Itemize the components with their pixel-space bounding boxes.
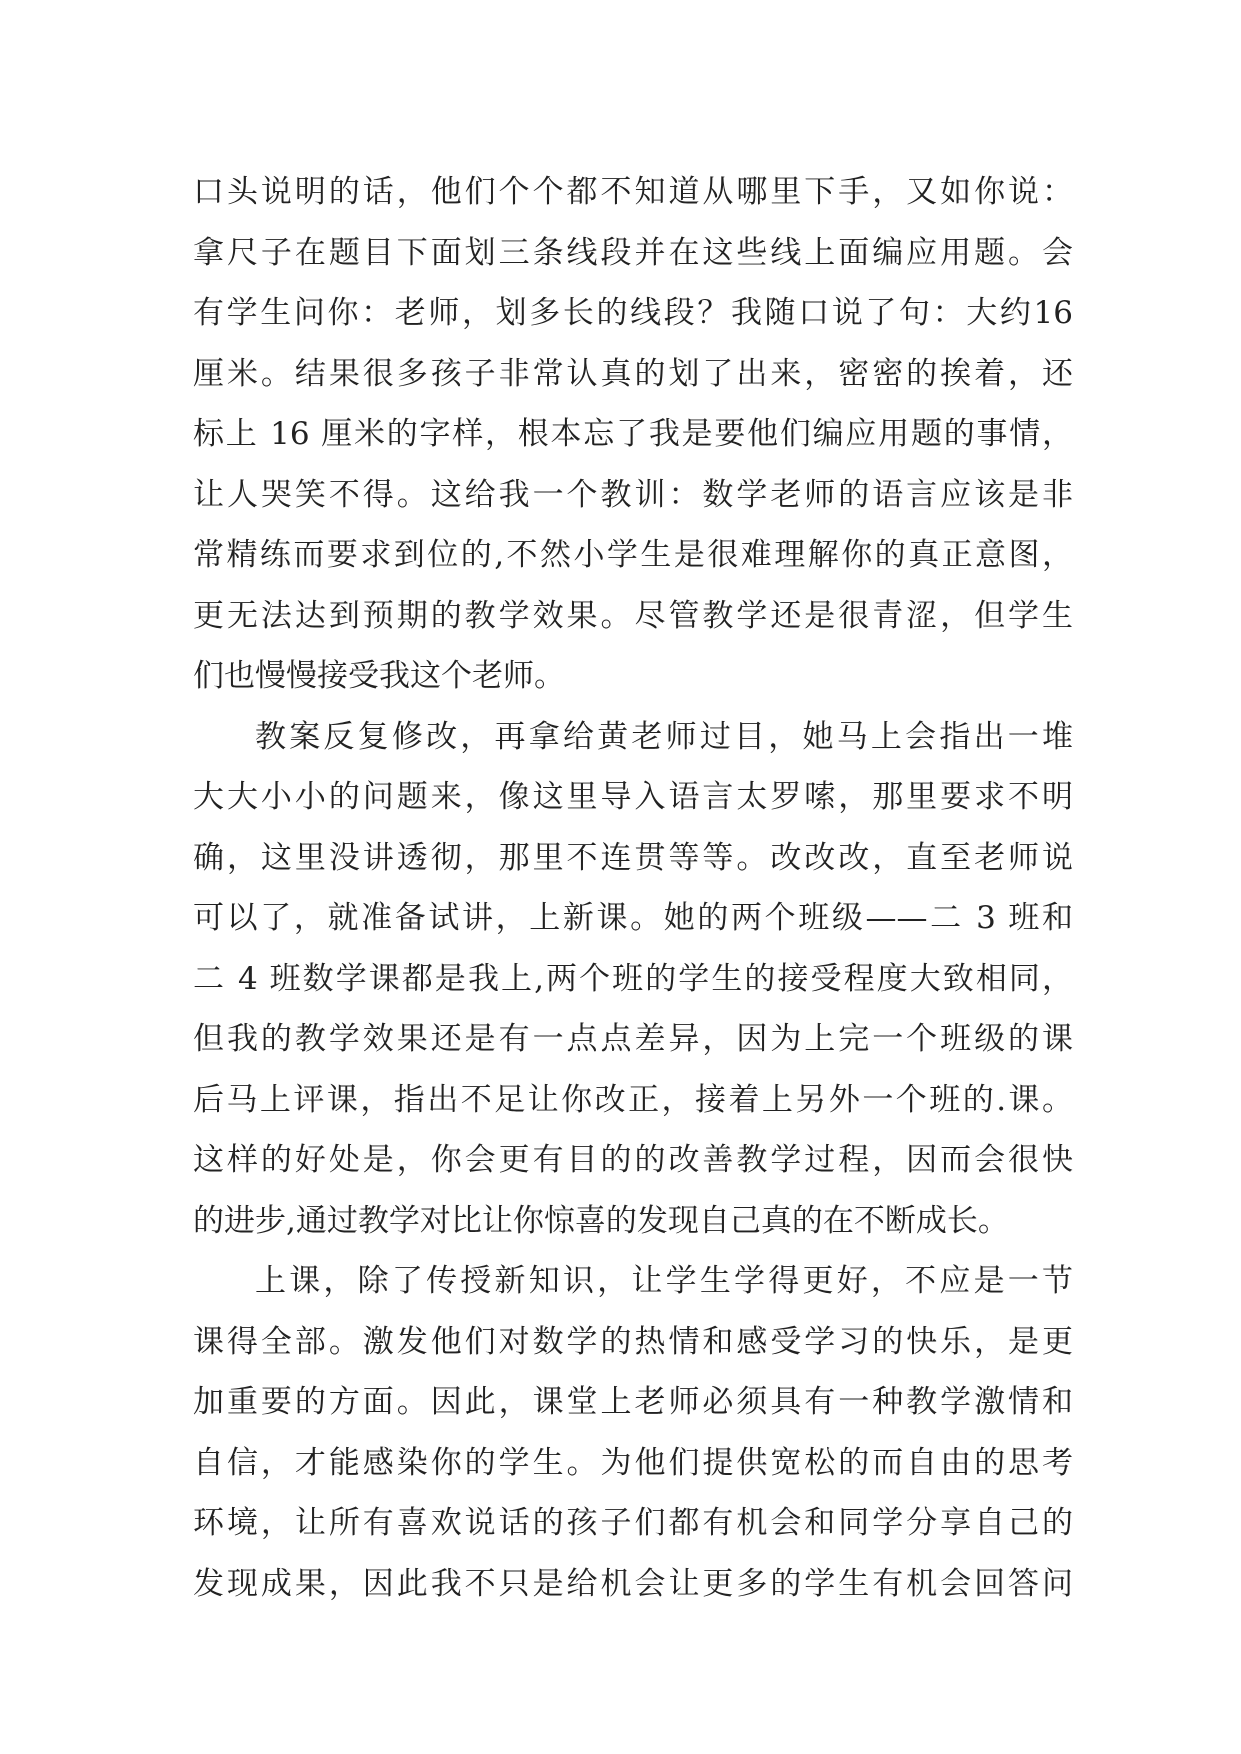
text-line: 拿尺子在题目下面划三条线段并在这些线上面编应用题。会 [193,234,1073,271]
text-line: 加重要的方面。因此，课堂上老师必须具有一种教学激情和 [193,1384,1073,1420]
text-line: 们也慢慢接受我这个老师。 [193,658,565,694]
text-line: 有学生问你：老师，划多长的线段？我随口说了句：大约16 [193,295,1073,331]
text-line: 确，这里没讲透彻，那里不连贯等等。改改改，直至老师说 [193,839,1073,876]
paragraph [193,1251,1073,1614]
text-line: 自信，才能感染你的学生。为他们提供宽松的而自由的思考 [193,1444,1073,1481]
text-line: 这样的好处是，你会更有目的的改善教学过程，因而会很快 [193,1142,1073,1178]
text-line: 课得全部。激发他们对数学的热情和感受学习的快乐，是更 [193,1323,1073,1360]
text-line: 上课，除了传授新知识，让学生学得更好，不应是一节 [255,1263,1073,1299]
text-line: 让人哭笑不得。这给我一个教训：数学老师的语言应该是非 [193,476,1073,513]
text-line: 更无法达到预期的教学效果。尽管教学还是很青涩，但学生 [193,597,1073,634]
document-body [193,162,1073,1614]
text-line: 口头说明的话，他们个个都不知道从哪里下手，又如你说： [193,174,1073,210]
text-line: 大大小小的问题来，像这里导入语言太罗嗦，那里要求不明 [193,779,1073,815]
text-line: 二 4 班数学课都是我上,两个班的学生的接受程度大致相同， [193,960,1073,997]
text-line: 教案反复修改，再拿给黄老师过目，她马上会指出一堆 [255,718,1073,755]
text-line: 常精练而要求到位的,不然小学生是很难理解你的真正意图， [193,537,1073,573]
paragraph [193,162,1073,707]
text-line: 的进步,通过教学对比让你惊喜的发现自己真的在不断成长。 [193,1202,1009,1239]
text-line: 发现成果，因此我不只是给机会让更多的学生有机会回答问 [193,1565,1073,1602]
text-line: 标上 16 厘米的字样，根本忘了我是要他们编应用题的事情， [193,416,1073,452]
text-line: 后马上评课，指出不足让你改正，接着上另外一个班的.课。 [193,1081,1073,1118]
text-line: 环境，让所有喜欢说话的孩子们都有机会和同学分享自己的 [193,1505,1073,1541]
text-line: 厘米。结果很多孩子非常认真的划了出来，密密的挨着，还 [193,355,1073,392]
paragraph [193,707,1073,1252]
text-line: 但我的教学效果还是有一点点差异，因为上完一个班级的课 [193,1021,1073,1057]
text-line: 可以了，就准备试讲，上新课。她的两个班级——二 3 班和 [193,900,1073,936]
